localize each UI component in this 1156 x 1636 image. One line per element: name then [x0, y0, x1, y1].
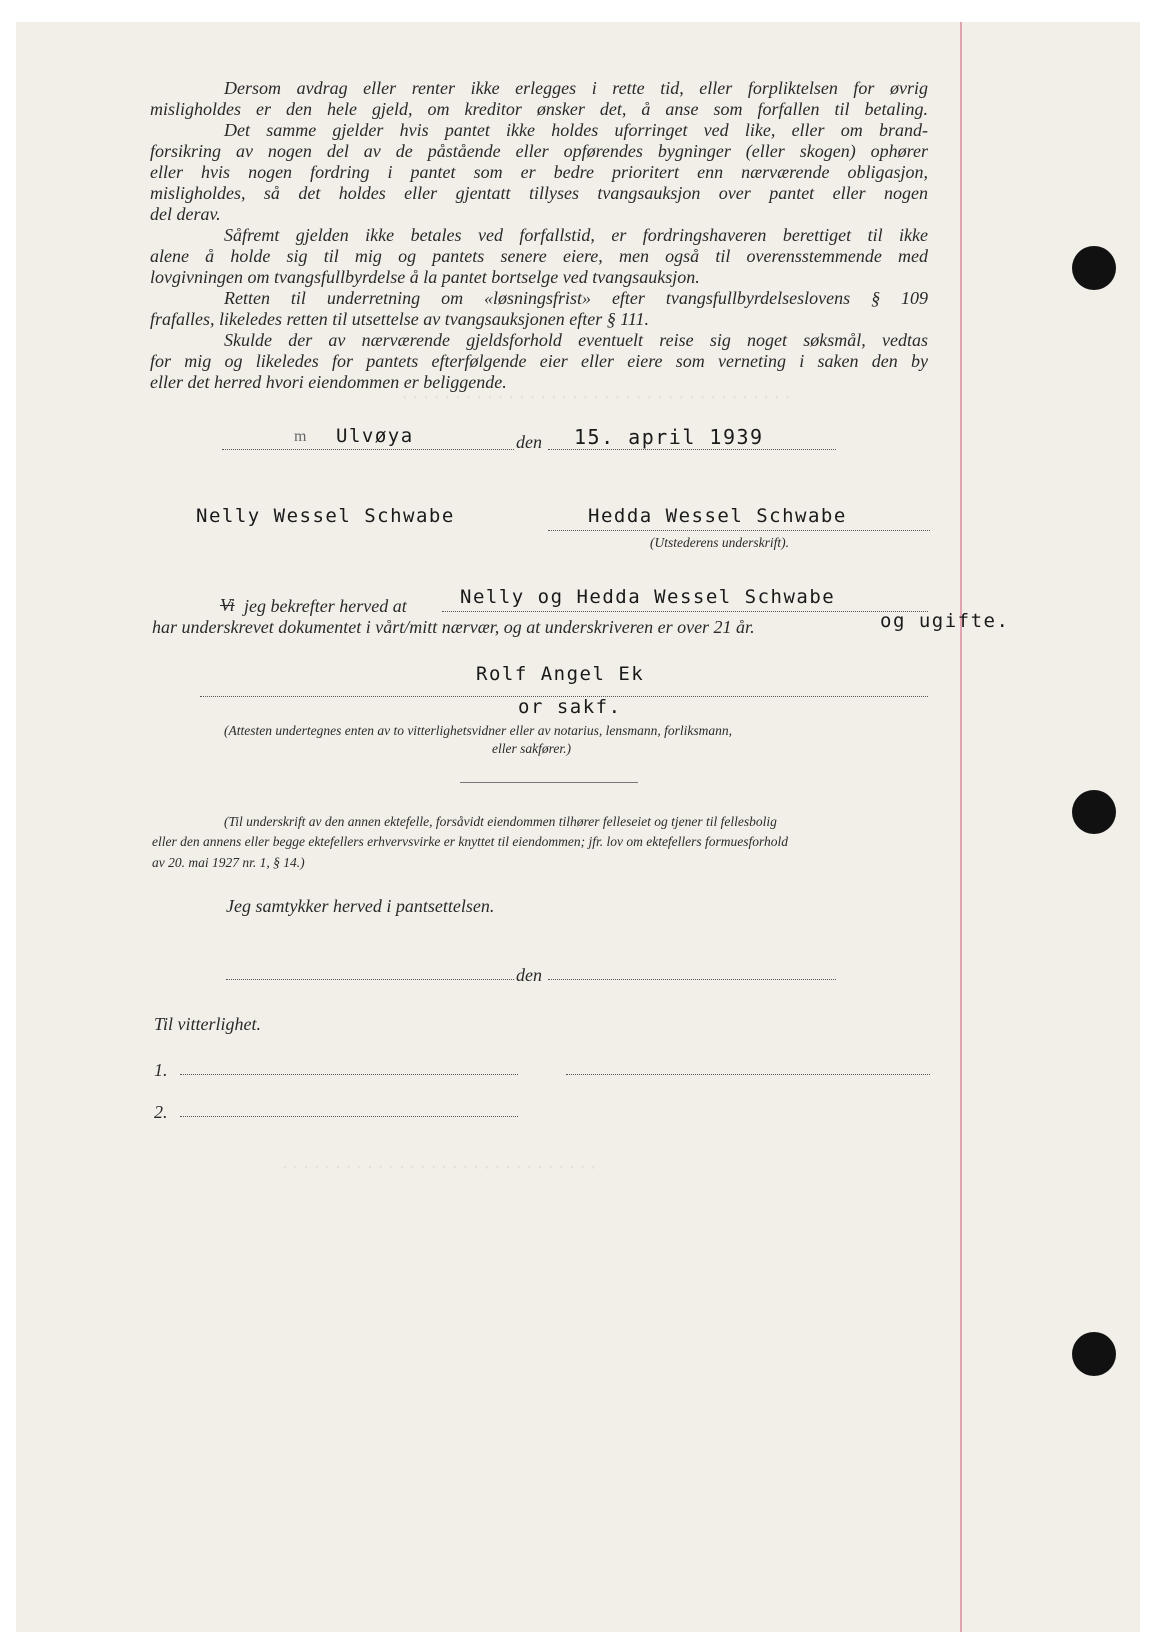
- witness-1b-dotted-line: [566, 1074, 930, 1075]
- signature-left: Nelly Wessel Schwabe: [196, 505, 455, 527]
- attest-dotted-line: [442, 611, 928, 612]
- attest-prefix: Vi: [220, 595, 235, 615]
- witness-title: or sakf.: [518, 696, 622, 718]
- place-dotted-line: [222, 449, 514, 450]
- signature-caption: (Utstederens underskrift).: [650, 535, 789, 550]
- witness-number-2: 2.: [154, 1102, 168, 1122]
- body-line: for mig og likeledes for pantets efterfølgende eier eller eiere som verneting i saken den by: [150, 351, 928, 371]
- witness-number-1: 1.: [154, 1060, 168, 1080]
- date-dotted-line: [548, 449, 836, 450]
- body-line: alene å holde sig til mig og pantets senere eiere, men også til overensstemmende med: [150, 246, 928, 266]
- spouse-note-line: (Til underskrift av den annen ektefelle, forsåvidt eiendommen tilhører felleseiet og tjener til fellesbolig: [224, 814, 777, 829]
- signature-right: Hedda Wessel Schwabe: [588, 505, 847, 527]
- consent-dotted-line: [226, 979, 514, 980]
- attest-note: (Attesten undertegnes enten av to vitterlighetsvidner eller av notarius, lensmann, forliksmann,: [224, 723, 733, 738]
- attest-rule: [460, 782, 638, 783]
- punch-hole: [1072, 1332, 1116, 1376]
- bleed-through-text: ······························: [280, 1158, 599, 1177]
- body-line: eller hvis nogen fordring i pantet som er bedre prioritert enn nærværende obligasjon,: [150, 162, 928, 182]
- consent-den-label: den: [516, 965, 542, 985]
- place-prefix: m: [294, 428, 307, 445]
- body-line: frafalles, likeledes retten til utsettelse av tvangsauksjonen efter § 111.: [150, 309, 650, 329]
- consent-date-dotted-line: [548, 979, 836, 980]
- witness-heading: Til vitterlighet.: [154, 1014, 261, 1034]
- attest-line2: har underskrevet dokumentet i vårt/mitt nærvær, og at underskriveren er over 21 år.: [152, 617, 755, 637]
- attest-line1: jeg bekrefter herved at: [244, 596, 407, 616]
- body-line: eller det herred hvori eiendommen er beliggende.: [150, 372, 507, 392]
- witness-name: Rolf Angel Ek: [476, 663, 645, 685]
- den-label: den: [516, 432, 542, 452]
- punch-hole: [1072, 246, 1116, 290]
- body-line: Såfremt gjelden ikke betales ved forfallstid, er fordringshaveren berettiget til ikke: [224, 225, 928, 245]
- attest-typed-names: Nelly og Hedda Wessel Schwabe: [460, 586, 836, 608]
- spouse-note-line: eller den annens eller begge ektefellers erhvervsvirke er knyttet til eiendommen; jfr. lov om ektefellers formuesforhold: [152, 834, 789, 849]
- body-line: Skulde der av nærværende gjeldsforhold eventuelt reise sig noget søksmål, vedtas: [224, 330, 928, 350]
- bleed-through-text: ·····································: [400, 388, 794, 407]
- attest-note: eller sakfører.): [492, 741, 571, 756]
- witness-2-dotted-line: [180, 1116, 518, 1117]
- body-line: Dersom avdrag eller renter ikke erlegges i rette tid, eller forpliktelsen for øvrig: [224, 78, 928, 98]
- body-line: del derav.: [150, 204, 221, 224]
- body-line: forsikring av nogen del av de påstående eller opførendes bygninger (eller skogen) ophører: [150, 141, 928, 161]
- consent-text: Jeg samtykker herved i pantsettelsen.: [226, 896, 495, 916]
- body-line: lovgivningen om tvangsfullbyrdelse å la pantet bortselge ved tvangsauksjon.: [150, 267, 700, 287]
- spouse-note-line: av 20. mai 1927 nr. 1, § 14.): [152, 855, 305, 870]
- witness-1-dotted-line: [180, 1074, 518, 1075]
- place-value: Ulvøya: [336, 425, 414, 447]
- signature-dotted-line: [548, 530, 930, 531]
- body-line: misligholdes er den hele gjeld, om kreditor ønsker det, å anse som forfallen til betaling.: [150, 99, 928, 119]
- margin-rule: [960, 22, 962, 1632]
- attest-typed-addition: og ugifte.: [880, 610, 1010, 632]
- punch-hole: [1072, 790, 1116, 834]
- date-value: 15. april 1939: [574, 425, 764, 449]
- body-line: Retten til underretning om «løsningsfrist» efter tvangsfullbyrdelseslovens § 109: [224, 288, 928, 308]
- body-line: Det samme gjelder hvis pantet ikke holdes uforringet ved like, eller om brand-: [224, 120, 928, 140]
- body-line: misligholdes, så det holdes eller gjentatt tillyses tvangsauksjon over pantet eller nogen: [150, 183, 928, 203]
